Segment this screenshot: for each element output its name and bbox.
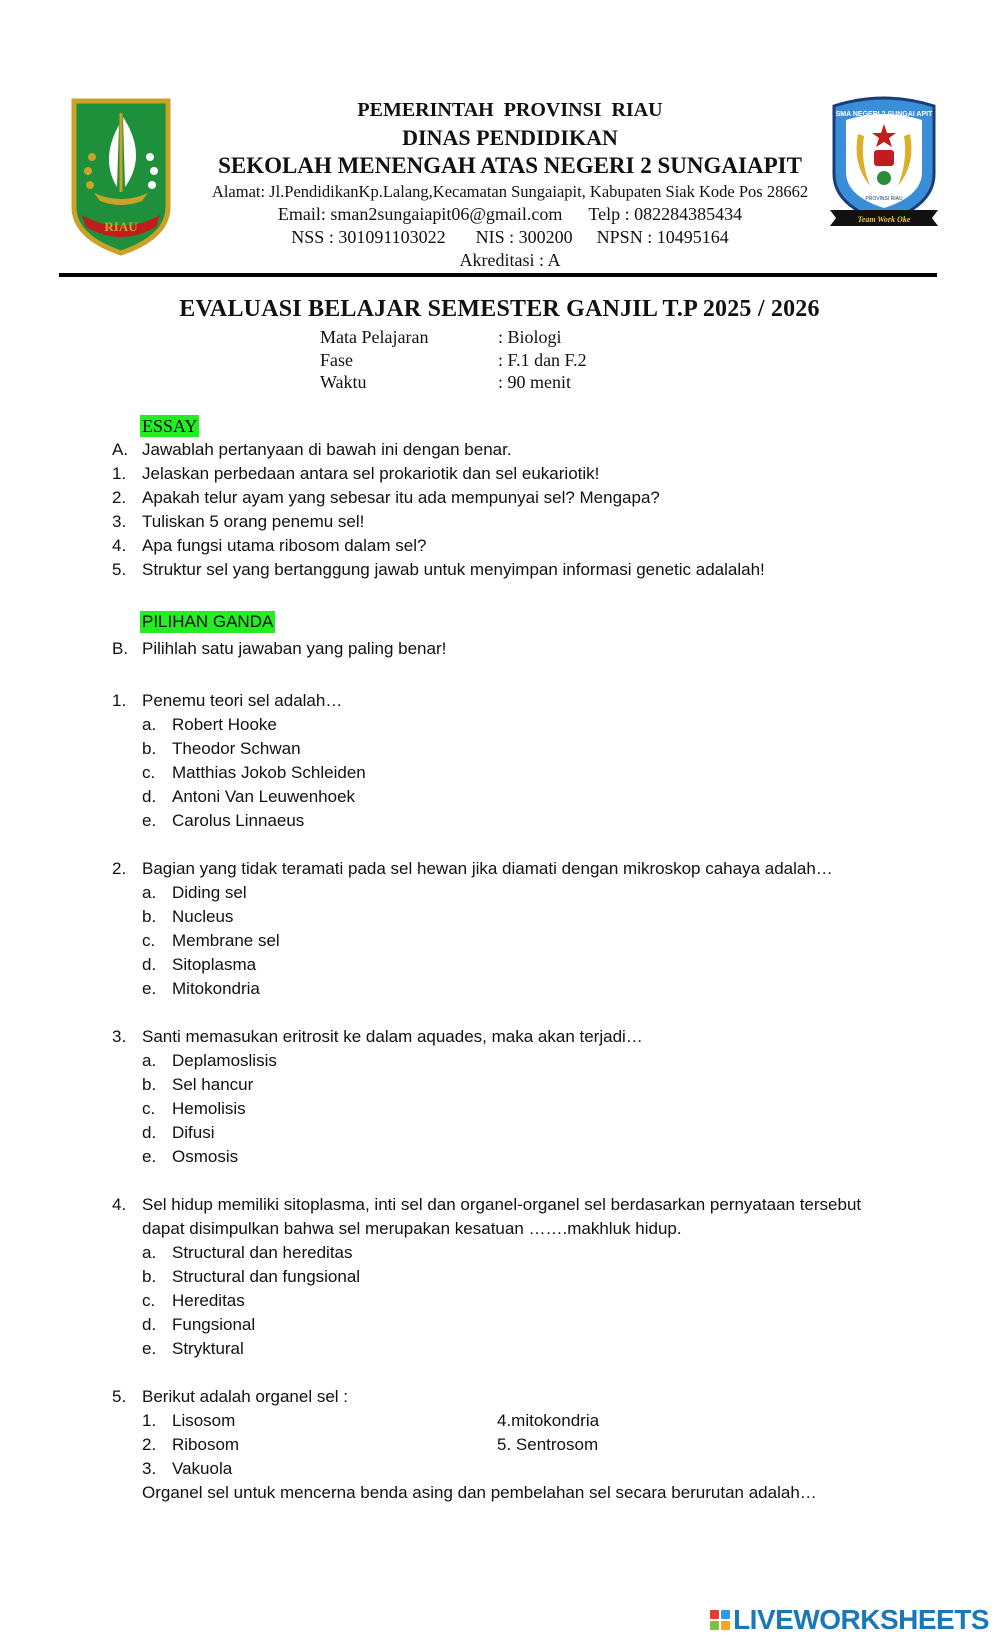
mc-q5-closing: Organel sel untuk mencerna benda asing dan pembelahan sel secara berurutan adalah… (142, 1483, 817, 1502)
mc-q5-item-3: 3. Vakuola (142, 1459, 233, 1478)
mc-q2-option-c[interactable]: c. Membrane sel (142, 931, 280, 950)
essay-q1: Jelaskan perbedaan antara sel prokariotik dan sel eukariotik! (142, 464, 600, 483)
mc-q2-option-b[interactable]: b. Nucleus (142, 907, 234, 926)
liveworksheets-logo[interactable] (710, 1604, 989, 1636)
mc-q3-option-c[interactable]: c. Hemolisis (142, 1099, 246, 1118)
essay-heading: ESSAY (142, 416, 198, 436)
mc-q1-option-c[interactable]: c. Matthias Jokob Schleiden (142, 763, 366, 782)
mc-q4-line-2: dapat disimpulkan bahwa sel merupakan kesatuan …….makhluk hidup. (142, 1219, 682, 1238)
mc-heading: PILIHAN GANDA (142, 612, 274, 631)
header-nss: NSS : 301091103022 (291, 227, 446, 247)
header-npsn: NPSN : 10495164 (596, 227, 729, 247)
liveworksheets-mark-icon (710, 1610, 730, 1630)
mc-q3-option-b[interactable]: b. Sel hancur (142, 1075, 254, 1094)
meta-row-subject: Mata Pelajaran : Biologi (320, 327, 562, 347)
header-akreditasi: Akreditasi : A (459, 250, 561, 270)
essay-q3-number: 3. (112, 512, 127, 531)
header-line-1: PEMERINTAH PROVINSI RIAU (357, 99, 663, 121)
mc-q4-number: 4. (112, 1195, 127, 1214)
header-line-2: DINAS PENDIDIKAN (402, 125, 618, 150)
header-line-3: SEKOLAH MENENGAH ATAS NEGERI 2 SUNGAIAPIT (218, 153, 802, 178)
mc-q5-item-4: 4.mitokondria (497, 1411, 600, 1430)
mc-q1-option-a[interactable]: a. Robert Hooke (142, 715, 277, 734)
mc-q2-option-a[interactable]: a. Diding sel (142, 883, 247, 902)
mc-instruction-mark: B. (112, 639, 129, 658)
mc-q3-number: 3. (112, 1027, 127, 1046)
essay-q5-number: 5. (112, 560, 127, 579)
essay-q4: Apa fungsi utama ribosom dalam sel? (142, 536, 427, 555)
mc-q2-option-e[interactable]: e. Mitokondria (142, 979, 260, 998)
header-nis: NIS : 300200 (475, 227, 573, 247)
essay-instruction: Jawablah pertanyaan di bawah ini dengan benar. (142, 440, 512, 459)
mc-q4-option-d[interactable]: d. Fungsional (142, 1315, 256, 1334)
essay-q4-number: 4. (112, 536, 127, 555)
header-email: Email: sman2sungaiapit06@gmail.com (277, 204, 563, 224)
mc-q2-number: 2. (112, 859, 127, 878)
mc-q5-item-2: 2. Ribosom (142, 1435, 240, 1454)
mc-q4-option-b[interactable]: b. Structural dan fungsional (142, 1267, 361, 1286)
header-rule-thick (59, 273, 937, 277)
header-telp: Telp : 082284385434 (588, 204, 743, 224)
mc-q5-item-1: 1. Lisosom (142, 1411, 236, 1430)
mc-q1-option-b[interactable]: b. Theodor Schwan (142, 739, 301, 758)
essay-instruction-mark: A. (112, 440, 129, 459)
mc-q3: Santi memasukan eritrosit ke dalam aquades, maka akan terjadi… (142, 1027, 643, 1046)
mc-q4-option-c[interactable]: c. Hereditas (142, 1291, 245, 1310)
mc-q1-option-d[interactable]: d. Antoni Van Leuwenhoek (142, 787, 356, 806)
mc-q5: Berikut adalah organel sel : (142, 1387, 349, 1406)
meta-row-time: Waktu : 90 menit (320, 372, 571, 392)
riau-province-logo (70, 97, 172, 257)
essay-q2-number: 2. (112, 488, 127, 507)
meta-row-phase: Fase : F.1 dan F.2 (320, 349, 587, 370)
essay-q3: Tuliskan 5 orang penemu sel! (142, 512, 365, 531)
logo-left-text: RIAU (104, 219, 138, 234)
letterhead (160, 97, 860, 272)
mc-q2: Bagian yang tidak teramati pada sel hewan jika diamati dengan mikroskop cahaya adalah… (142, 859, 833, 878)
mc-q3-option-e[interactable]: e. Osmosis (142, 1147, 239, 1166)
mc-q4-line-1: Sel hidup memiliki sitoplasma, inti sel dan organel-organel sel berdasarkan pernyataan tersebut (142, 1195, 862, 1214)
mc-q4-option-e[interactable]: e. Stryktural (142, 1339, 244, 1358)
mc-q2-option-d[interactable]: d. Sitoplasma (142, 955, 257, 974)
exam-meta (320, 326, 587, 394)
logo-right-top: SMA NEGERI 2 SUNGAI APIT (835, 111, 933, 118)
essay-q2: Apakah telur ayam yang sebesar itu ada mempunyai sel? Mengapa? (142, 488, 660, 507)
exam-title: EVALUASI BELAJAR SEMESTER GANJIL T.P 2025 / 2026 (179, 296, 820, 322)
header-ids (160, 226, 860, 249)
mc-q3-option-d[interactable]: d. Difusi (142, 1123, 215, 1142)
mc-q1: Penemu teori sel adalah… (142, 691, 343, 710)
mc-instruction: Pilihlah satu jawaban yang paling benar! (142, 639, 447, 658)
mc-q5-number: 5. (112, 1387, 127, 1406)
mc-q4-option-a[interactable]: a. Structural dan hereditas (142, 1243, 353, 1262)
essay-q1-number: 1. (112, 464, 127, 483)
mc-q1-option-e[interactable]: e. Carolus Linnaeus (142, 811, 305, 830)
header-contact (160, 203, 860, 226)
liveworksheets-brand: LIVEWORKSHEETS (733, 1604, 989, 1635)
header-address: Alamat: Jl.PendidikanKp.Lalang,Kecamatan Sungaiapit, Kabupaten Siak Kode Pos 28662 (211, 182, 809, 201)
essay-q5: Struktur sel yang bertanggung jawab untuk menyimpan informasi genetic adalalah! (142, 560, 765, 579)
mc-q1-number: 1. (112, 691, 127, 710)
logo-right-ribbon: Team Work Oke (857, 215, 911, 224)
mc-q3-option-a[interactable]: a. Deplamoslisis (142, 1051, 277, 1070)
logo-right-bottom: PROVINSI RIAU (865, 196, 903, 202)
mc-q5-item-5: 5. Sentrosom (497, 1435, 599, 1454)
